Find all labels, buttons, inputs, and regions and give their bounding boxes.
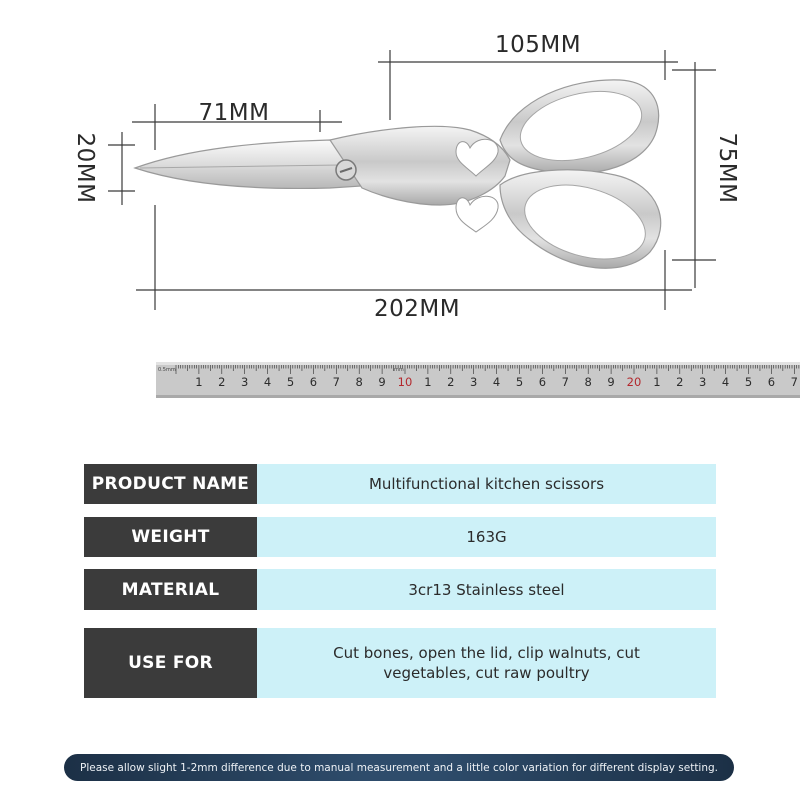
ruler-digit: 5 bbox=[515, 375, 524, 389]
spec-row-weight bbox=[84, 517, 716, 557]
ruler-digit: 1 bbox=[653, 375, 661, 389]
spec-value-line: 163G bbox=[466, 528, 507, 546]
spec-value bbox=[257, 464, 716, 504]
ruler-digit: 9 bbox=[378, 375, 386, 389]
spec-label: MATERIAL bbox=[84, 569, 257, 610]
spec-value-line: Multifunctional kitchen scissors bbox=[368, 475, 605, 493]
spec-label: USE FOR bbox=[84, 628, 257, 698]
ruler bbox=[156, 362, 800, 398]
ruler-digit: 1 bbox=[195, 375, 203, 389]
dimension-label-width: 20MM bbox=[72, 132, 98, 204]
spec-label: PRODUCT NAME bbox=[84, 464, 257, 504]
ruler-digit: 9 bbox=[607, 375, 615, 389]
ruler-digit: 6 bbox=[309, 375, 318, 389]
dimension-handle-height bbox=[672, 62, 740, 288]
dimension-label-total: 202MM bbox=[373, 296, 461, 322]
spec-row-use-for bbox=[84, 628, 716, 698]
ruler-digit: 6 bbox=[538, 375, 547, 389]
ruler-digit: 3 bbox=[699, 375, 707, 389]
ruler-digit: 8 bbox=[355, 375, 363, 389]
ruler-digit: 2 bbox=[447, 375, 455, 389]
spec-value-line: Cut bones, open the lid, clip walnuts, cut bbox=[333, 644, 640, 662]
spec-value-line: 3cr13 Stainless steel bbox=[408, 580, 565, 599]
ruler-digit: 4 bbox=[492, 375, 501, 389]
ruler-digit: 6 bbox=[767, 375, 776, 389]
ruler-digit: 5 bbox=[744, 375, 753, 389]
dimension-label-blade: 71MM bbox=[198, 100, 270, 126]
ruler-digit: 8 bbox=[584, 375, 592, 389]
disclaimer-text: Please allow slight 1-2mm difference due to manual measurement and a little color variation for different display setting. bbox=[79, 761, 719, 774]
ruler-small-mark: 0.5mm bbox=[158, 367, 176, 373]
spec-value-line: vegetables, cut raw poultry bbox=[383, 664, 590, 682]
ruler-digit: 1 bbox=[424, 375, 432, 389]
dimension-label-height: 75MM bbox=[714, 132, 740, 204]
dimension-diagram bbox=[0, 0, 800, 340]
spec-value bbox=[257, 628, 716, 698]
ruler-digit: 10 bbox=[397, 375, 413, 389]
ruler-digit: 4 bbox=[263, 375, 272, 389]
ruler-digit: 2 bbox=[218, 375, 226, 389]
spec-value bbox=[257, 569, 716, 610]
dimension-label-handle: 105MM bbox=[494, 32, 582, 58]
ruler-digit: 4 bbox=[721, 375, 730, 389]
ruler-digit: 7 bbox=[332, 375, 340, 389]
dimension-blade-width bbox=[72, 132, 135, 205]
ruler-digit: 2 bbox=[676, 375, 684, 389]
spec-value bbox=[257, 517, 716, 557]
spec-row-material bbox=[84, 569, 716, 610]
disclaimer-banner bbox=[64, 754, 734, 781]
ruler-digit: 3 bbox=[241, 375, 249, 389]
ruler-digit: 20 bbox=[626, 375, 642, 389]
ruler-digit: 5 bbox=[286, 375, 295, 389]
ruler-small-mark: mm bbox=[394, 367, 404, 373]
spec-label: WEIGHT bbox=[84, 517, 257, 557]
spec-row-product-name bbox=[84, 464, 716, 504]
ruler-digit: 3 bbox=[470, 375, 478, 389]
ruler-digit: 7 bbox=[790, 375, 798, 389]
ruler-digit: 7 bbox=[561, 375, 569, 389]
